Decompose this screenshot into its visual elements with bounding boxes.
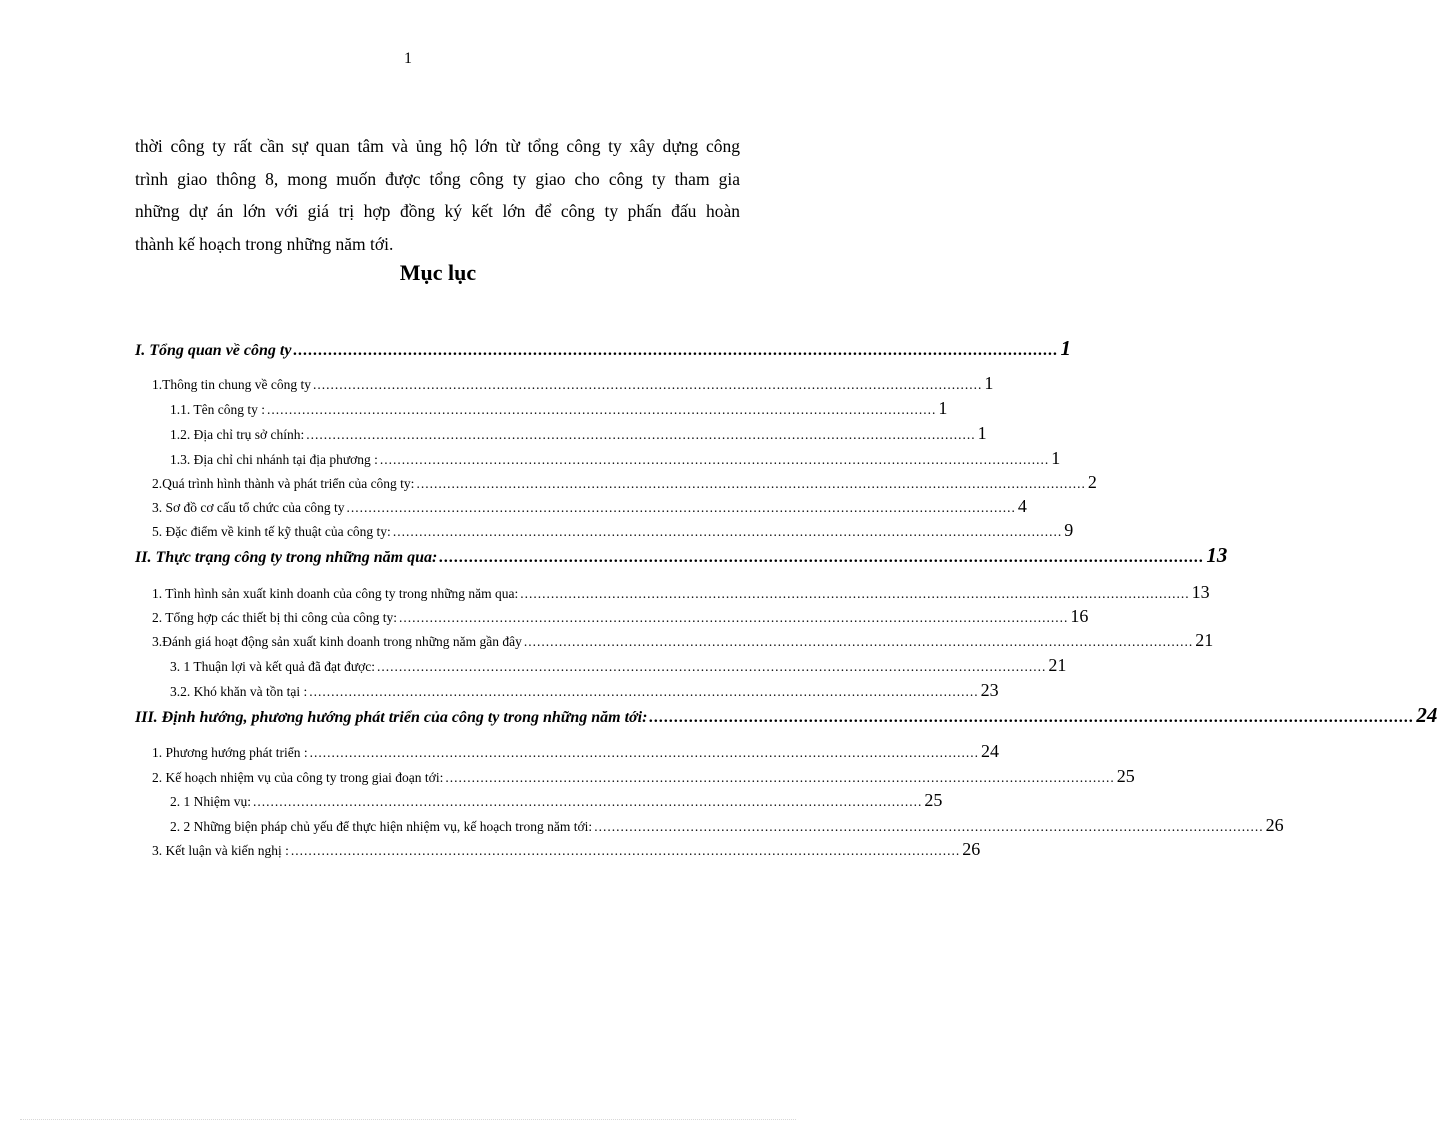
toc-entry-page: 26 — [1265, 815, 1284, 835]
toc-entry-page: 25 — [924, 790, 943, 810]
toc-entry-label: 1.2. Địa chỉ trụ sở chính: — [170, 427, 305, 442]
page-bottom-divider — [20, 1119, 796, 1120]
toc-entry-label: 3. 1 Thuận lợi và kết quả đã đạt được: — [170, 659, 376, 674]
toc-leader-dots: ......................................................................................................................................................... — [445, 770, 1115, 785]
toc-entry-page: 25 — [1116, 766, 1135, 786]
toc-entry[interactable] — [170, 790, 943, 811]
toc-entry-label: 1.1. Tên công ty : — [170, 402, 265, 417]
toc-leader-dots: ......................................................................................................................................................... — [253, 794, 923, 809]
toc-leader-dots: ......................................................................................................................................................... — [306, 427, 976, 442]
toc-entry-page: 1 — [984, 373, 994, 393]
toc-entry-label: 1.Thông tin chung về công ty — [152, 377, 311, 392]
toc-leader-dots: ......................................................................................................................................................... — [293, 342, 1059, 359]
toc-entry-label: 3.2. Khó khăn và tồn tại : — [170, 684, 308, 699]
toc-entry[interactable] — [152, 630, 1214, 651]
toc-leader-dots: ......................................................................................................................................................... — [392, 524, 1063, 539]
toc-entry-label: 3. Kết luận và kiến nghị : — [152, 843, 289, 858]
intro-line: thành kế hoạch trong những năm tới. — [135, 233, 394, 254]
toc-entry-page: 1 — [1060, 336, 1071, 360]
toc-entry[interactable] — [170, 448, 1061, 469]
toc-entry-label: 1.3. Địa chỉ chi nhánh tại địa phương : — [170, 452, 378, 467]
toc-entry[interactable] — [170, 423, 987, 444]
toc-title: Mục lục — [399, 260, 477, 285]
toc-entry[interactable] — [152, 606, 1089, 627]
toc-entry-label: I. Tổng quan về công ty — [135, 342, 292, 359]
toc-entry-label: III. Định hướng, phương hướng phát triển của công ty trong những năm tới: — [135, 709, 648, 726]
toc-entry-label: 2. 1 Nhiệm vụ: — [170, 794, 251, 809]
toc-entry-page: 2 — [1087, 472, 1097, 492]
toc-entry-label: 2. Kế hoạch nhiệm vụ của công ty trong giai đoạn tới: — [152, 770, 444, 785]
toc-leader-dots: ......................................................................................................................................................... — [290, 843, 961, 858]
toc-entry-label: 2. 2 Những biện pháp chủ yếu để thực hiện nhiệm vụ, kế hoạch trong năm tới: — [170, 819, 593, 834]
toc-leader-dots: ......................................................................................................................................................... — [416, 476, 1086, 491]
toc-entry-label: 1. Phương hướng phát triển : — [152, 745, 308, 760]
toc-entry-page: 21 — [1048, 655, 1067, 675]
toc-entry-page: 4 — [1017, 496, 1027, 516]
toc-leader-dots: ......................................................................................................................................................... — [312, 377, 983, 392]
intro-line: những dự án lớn với giá trị hợp đồng ký kết lớn để công ty phấn đấu hoàn — [135, 201, 740, 221]
toc-leader-dots: ......................................................................................................................................................... — [309, 745, 980, 760]
toc-entry[interactable] — [170, 680, 999, 701]
intro-line: trình giao thông 8, mong muốn được tổng công ty giao cho công ty tham gia — [135, 168, 740, 189]
toc-entry-page: 9 — [1064, 520, 1074, 540]
toc-entry-label: 2. Tổng hợp các thiết bị thi công của công ty: — [152, 610, 397, 625]
toc-entry[interactable] — [170, 815, 1284, 836]
toc-entry-page: 1 — [1051, 448, 1061, 468]
toc-entry[interactable] — [152, 472, 1097, 493]
toc-entry[interactable] — [152, 496, 1027, 517]
toc-entry-page: 1 — [977, 423, 987, 443]
toc-leader-dots: ......................................................................................................................................................... — [398, 610, 1069, 625]
toc-leader-dots: ......................................................................................................................................................... — [523, 634, 1194, 649]
toc-entry-page: 26 — [962, 839, 981, 859]
toc-entry[interactable] — [152, 582, 1210, 603]
toc-entry-page: 1 — [938, 398, 948, 418]
toc-entry[interactable] — [170, 398, 948, 419]
toc-entry-section-3[interactable] — [135, 703, 1437, 728]
toc-leader-dots: ......................................................................................................................................................... — [346, 500, 1016, 515]
toc-leader-dots: ......................................................................................................................................................... — [377, 659, 1047, 674]
toc-entry-page: 24 — [981, 741, 1000, 761]
toc-entry-label: 3. Sơ đồ cơ cấu tổ chức của công ty — [152, 500, 345, 515]
toc-entry[interactable] — [152, 839, 981, 860]
intro-line: thời công ty rất cần sự quan tâm và ủng hộ lớn từ tổng công ty xây dựng công — [135, 136, 740, 156]
toc-entry[interactable] — [170, 655, 1067, 676]
toc-entry-page: 13 — [1191, 582, 1210, 602]
toc-entry-label: 1. Tình hình sản xuất kinh doanh của công ty trong những năm qua: — [152, 586, 519, 601]
toc-entry-label: II. Thực trạng công ty trong những năm qua: — [135, 549, 438, 566]
toc-entry-section-1[interactable] — [135, 336, 1071, 361]
toc-entry[interactable] — [152, 373, 994, 394]
page-number: 1 — [404, 50, 412, 67]
toc-leader-dots: ......................................................................................................................................................... — [309, 684, 979, 699]
toc-entry-page: 24 — [1416, 703, 1437, 727]
intro-paragraph — [135, 130, 740, 260]
toc-leader-dots: ......................................................................................................................................................... — [520, 586, 1190, 601]
toc-entry-label: 5. Đặc điểm về kinh tế kỹ thuật của công ty: — [152, 524, 391, 539]
toc-leader-dots: ......................................................................................................................................................... — [439, 549, 1205, 566]
toc-leader-dots: ......................................................................................................................................................... — [594, 819, 1264, 834]
toc-entry[interactable] — [152, 766, 1135, 787]
toc-entry-page: 23 — [980, 680, 999, 700]
toc-entry-section-2[interactable] — [135, 543, 1228, 568]
toc-leader-dots: ......................................................................................................................................................... — [267, 402, 937, 417]
toc-entry-page: 21 — [1195, 630, 1214, 650]
toc-entry-label: 2.Quá trình hình thành và phát triển của công ty: — [152, 476, 415, 491]
toc-entry-page: 16 — [1070, 606, 1089, 626]
toc-entry-label: 3.Đánh giá hoạt động sản xuất kinh doanh trong những năm gần đây — [152, 634, 522, 649]
toc-entry[interactable] — [152, 741, 1000, 762]
toc-entry[interactable] — [152, 520, 1074, 541]
toc-leader-dots: ......................................................................................................................................................... — [649, 709, 1415, 726]
toc-entry-page: 13 — [1206, 543, 1228, 567]
toc-leader-dots: ......................................................................................................................................................... — [379, 452, 1050, 467]
